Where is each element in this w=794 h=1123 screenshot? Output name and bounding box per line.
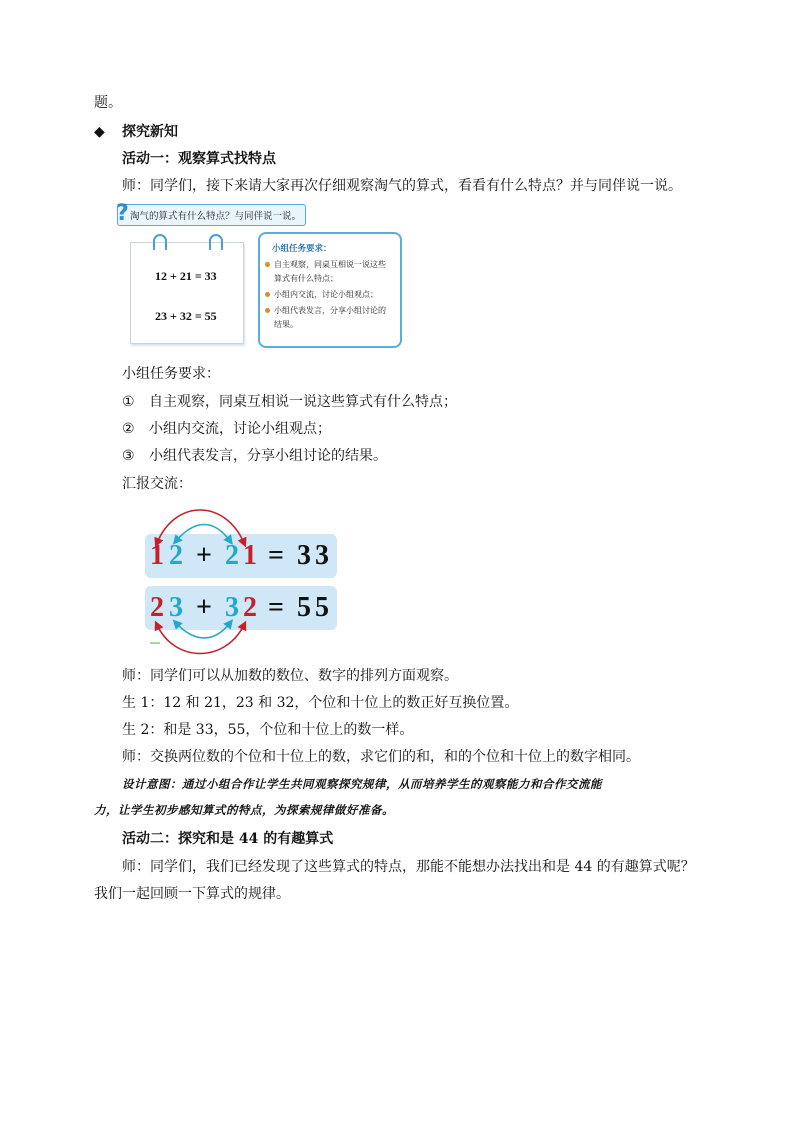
activity1-title: 活动一：观察算式找特点 xyxy=(122,151,276,167)
activity1-teacher-line: 师：同学们，接下来请大家再次仔细观察淘气的算式，看看有什么特点？并与同伴说一说。 xyxy=(122,178,682,194)
activity2-teacher-line: 我们一起回顾一下算式的规律。 xyxy=(94,886,290,902)
equation-digit: 3 xyxy=(315,540,329,571)
equation-paper xyxy=(130,242,244,344)
design-note: 设计意图：通过小组合作让学生共同观察探究规律，从而培养学生的观察能力和合作交流能 xyxy=(122,777,602,791)
equation-digit: 1 xyxy=(243,540,257,571)
top-fragment: 题。 xyxy=(94,95,122,111)
question-text: 淘气的算式有什么特点？与同伴说一说。 xyxy=(130,211,302,222)
dialog-line: 生 2：和是 33，55，个位和十位上的数一样。 xyxy=(122,722,414,738)
equation-operator: + xyxy=(196,592,212,623)
ring-icon xyxy=(209,234,223,250)
requirement-num: ② xyxy=(122,421,135,437)
equation-digit: 2 xyxy=(243,592,257,623)
dialog-line: 师：交换两位数的个位和十位上的数，求它们的和，和的个位和十位上的数字相同。 xyxy=(122,749,640,765)
equation-digit: 2 xyxy=(225,540,239,571)
equation-operator: = xyxy=(268,592,284,623)
question-banner xyxy=(116,201,306,226)
design-note: 力，让学生初步感知算式的特点，为探索规律做好准备。 xyxy=(94,803,394,817)
equation-digit: 3 xyxy=(297,540,311,571)
equation-digit: 2 xyxy=(169,540,183,571)
equation-digit: 1 xyxy=(150,540,164,571)
dialog-line: 师：同学们可以从加数的数位、数字的排列方面观察。 xyxy=(122,668,458,684)
equation-operator: = xyxy=(268,540,284,571)
requirement-text: 小组内交流，讨论小组观点； xyxy=(149,421,331,437)
section-bullet: ◆ xyxy=(94,124,105,140)
bullet-dot-icon xyxy=(265,308,270,313)
requirement-text: 小组代表发言，分享小组讨论的结果。 xyxy=(149,448,387,464)
note-card-item: 自主观察，同桌互相说一说这些算式有什么特点； xyxy=(274,258,388,286)
activity2-teacher-line: 师：同学们，我们已经发现了这些算式的特点，那能不能想办法找出和是 44 的有趣算式呢？ xyxy=(122,859,695,875)
requirement-text: 自主观察，同桌互相说一说这些算式有什么特点； xyxy=(149,394,457,410)
report-label: 汇报交流： xyxy=(122,476,192,492)
requirements-heading: 小组任务要求： xyxy=(122,366,220,382)
requirement-num: ③ xyxy=(122,448,135,464)
requirement-num: ① xyxy=(122,394,135,410)
activity2-title: 活动二：探究和是 44 的有趣算式 xyxy=(122,831,334,847)
note-card-title: 小组任务要求： xyxy=(272,244,332,254)
equation-digit: 2 xyxy=(150,592,164,623)
section-title: 探究新知 xyxy=(122,124,178,140)
equation-digit: 5 xyxy=(315,592,329,623)
note-card-item: 小组代表发言，分享小组讨论的结果。 xyxy=(274,304,388,332)
bullet-dot-icon xyxy=(265,292,270,297)
equation-operator: + xyxy=(196,540,212,571)
paper-equation: 12 + 21 = 33 xyxy=(155,269,217,283)
equation-digit: 3 xyxy=(169,592,183,623)
task-note-card xyxy=(258,232,402,348)
swap-arrows xyxy=(140,505,350,655)
equation-digit: 5 xyxy=(297,592,311,623)
ring-icon xyxy=(153,234,167,250)
question-mark-icon: ? xyxy=(116,201,129,226)
bullet-dot-icon xyxy=(265,262,270,267)
note-card-item: 小组内交流，讨论小组观点； xyxy=(274,288,388,302)
paper-equation: 23 + 32 = 55 xyxy=(155,309,217,323)
equation-digit: 3 xyxy=(225,592,239,623)
dialog-line: 生 1：12 和 21，23 和 32，个位和十位上的数正好互换位置。 xyxy=(122,695,519,711)
